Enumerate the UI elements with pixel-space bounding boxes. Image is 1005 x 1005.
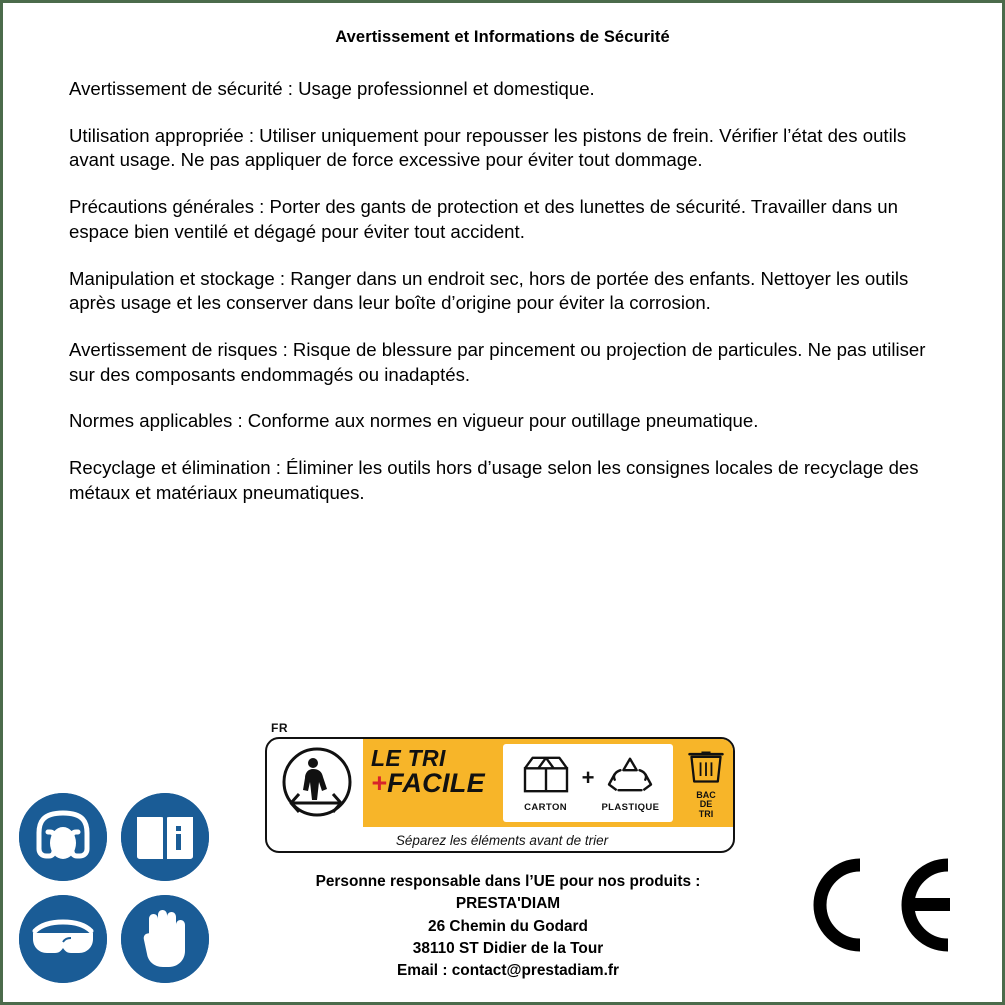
bin-icon-group: [681, 747, 731, 819]
page-title: Avertissement et Informations de Sécurité: [335, 28, 670, 46]
hand-protection-icon: [121, 895, 209, 983]
recycling-info-label: [265, 721, 735, 853]
country-tag: FR: [271, 721, 288, 735]
paragraph-risk-warning: Avertissement de risques : Risque de blessure par pincement ou projection de particules. Ne pas utiliser sur des composants endommagés ou inadaptés.: [69, 339, 926, 385]
recycling-label-box: [265, 737, 735, 853]
bin-label: [681, 791, 731, 819]
recycling-footnote: Séparez les éléments avant de trier: [395, 832, 609, 848]
eu-responsible-person-block: [203, 871, 813, 983]
material-plastique: [597, 753, 663, 813]
materials-panel: [503, 744, 673, 822]
paragraph-safety-warning: Avertissement de sécurité : Usage professionnel et domestique.: [69, 78, 595, 99]
read-instructions-icon: [121, 793, 209, 881]
responsible-heading: Personne responsable dans l’UE pour nos produits :: [315, 873, 701, 890]
bin-label-line1: BAC: [696, 790, 716, 800]
material-separator: +: [581, 765, 595, 790]
le-tri-facile-text: [371, 747, 501, 798]
material-plastique-label: PLASTIQUE: [601, 802, 660, 813]
material-carton-label: CARTON: [524, 802, 567, 813]
pictogram-group: [17, 793, 222, 988]
responsible-email: Email : contact@prestadiam.fr: [397, 962, 619, 980]
safety-text-body: [69, 77, 944, 506]
material-carton: [513, 753, 579, 813]
paragraph-general-precautions: Précautions générales : Porter des gants de protection et des lunettes de sécurité. Travailler dans un espace bien ventilé et dégagé pour éviter tout accident.: [69, 196, 898, 242]
paragraph-applicable-standards: Normes applicables : Conforme aux normes en vigueur pour outillage pneumatique.: [69, 410, 759, 432]
eye-protection-icon: [19, 895, 107, 983]
ce-mark-icon: [798, 855, 958, 955]
le-tri-plus: +: [371, 768, 388, 799]
paragraph-recycling-disposal: Recyclage et élimination : Éliminer les outils hors d’usage selon les consignes locales de recyclage des métaux et matériaux pneumatiques.: [69, 457, 919, 503]
le-tri-line1: LE TRI: [371, 745, 446, 771]
triman-icon: [271, 741, 363, 827]
responsible-company: PRESTA'DIAM: [455, 895, 561, 913]
paragraph-proper-use: Utilisation appropriée : Utiliser uniquement pour repousser les pistons de frein. Vérifier l’état des outils avant usage. Ne pas appliquer de force excessive pour éviter tout dommage.: [69, 124, 907, 171]
le-tri-line2: [371, 770, 501, 798]
responsible-address-line1: 26 Chemin du Godard: [428, 917, 588, 935]
le-tri-facile: FACILE: [387, 768, 485, 799]
ear-protection-icon: [19, 793, 107, 881]
responsible-address-line2: 38110 ST Didier de la Tour: [412, 939, 604, 957]
bin-label-line3: TRI: [698, 808, 714, 819]
paragraph-handling-storage: Manipulation et stockage : Ranger dans un endroit sec, hors de portée des enfants. Nettoyer les outils après usage et les conserver dans leur boîte d’origine pour éviter la corrosion.: [69, 267, 909, 314]
bin-label-line2: DE: [699, 799, 713, 810]
